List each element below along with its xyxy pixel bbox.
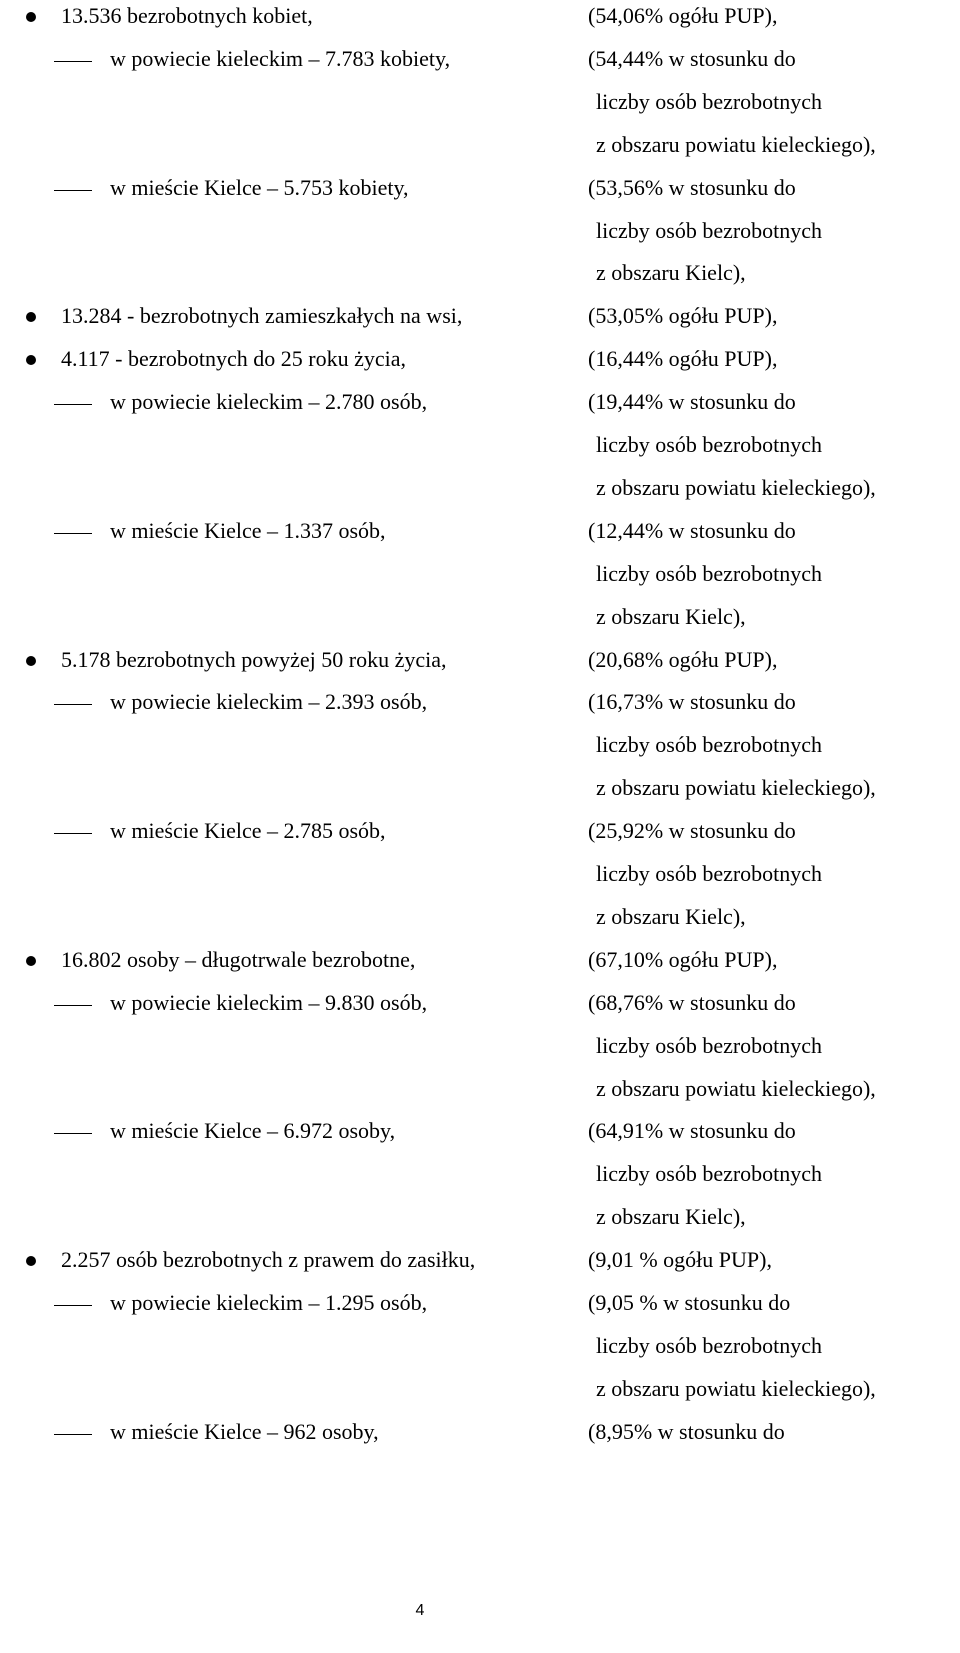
item-share: z obszaru powiatu kieleckiego), [596, 474, 876, 500]
item-share: (16,44% ogółu PUP), [588, 346, 778, 372]
item-share: (9,05 % w stosunku do [588, 1290, 791, 1315]
item-share: (54,06% ogółu PUP), [588, 3, 778, 28]
item-share: (54,44% w stosunku do [588, 45, 796, 71]
item-label: w powiecie kieleckim – 7.783 kobiety, [110, 45, 451, 71]
list-line [0, 1240, 960, 1280]
item-share: z obszaru Kielc), [596, 260, 746, 286]
list-line [0, 382, 960, 422]
item-label: 4.117 - bezrobotnych do 25 roku życia, [61, 346, 406, 372]
list-line [0, 854, 960, 894]
list-line [0, 1111, 960, 1151]
dash-icon [54, 1133, 92, 1134]
item-label: w mieście Kielce – 5.753 kobiety, [110, 174, 409, 200]
item-share: (20,68% ogółu PUP), [588, 646, 778, 672]
list-line [0, 897, 960, 937]
list-line [0, 211, 960, 251]
list-line [0, 983, 960, 1023]
list-line [0, 940, 960, 980]
list-line [0, 640, 960, 680]
item-share: (25,92% w stosunku do [588, 818, 796, 844]
bullet-icon [26, 656, 36, 666]
item-label: w powiecie kieleckim – 2.393 osób, [110, 689, 428, 715]
dash-icon [54, 404, 92, 405]
list-line [0, 1412, 960, 1452]
item-share: (19,44% w stosunku do [588, 389, 796, 415]
item-label: w mieście Kielce – 2.785 osób, [110, 818, 386, 844]
list-line [0, 725, 960, 765]
bullet-icon [26, 1256, 36, 1266]
dash-icon [54, 1305, 92, 1306]
list-line [0, 468, 960, 508]
list-line [0, 425, 960, 465]
item-share: liczby osób bezrobotnych [596, 560, 823, 586]
item-share: liczby osób bezrobotnych [596, 217, 823, 243]
list-line [0, 597, 960, 637]
item-share: liczby osób bezrobotnych [596, 1161, 823, 1187]
item-share: z obszaru powiatu kieleckiego), [596, 1375, 876, 1401]
list-line [0, 39, 960, 79]
list-line [0, 1069, 960, 1109]
list-line [0, 253, 960, 293]
item-label: 13.284 - bezrobotnych zamieszkałych na wsi, [61, 303, 463, 329]
item-label: w mieście Kielce – 1.337 osób, [110, 517, 386, 543]
item-label: w powiecie kieleckim – 9.830 osób, [110, 989, 428, 1015]
list-line [0, 768, 960, 808]
item-label: w powiecie kieleckim – 2.780 osób, [110, 389, 428, 415]
item-label: w mieście Kielce – 6.972 osoby, [110, 1118, 396, 1144]
list-line [0, 339, 960, 379]
bullet-icon [26, 355, 36, 365]
item-share: (64,91% w stosunku do [588, 1118, 796, 1144]
page-number: 4 [415, 1602, 425, 1619]
list-line [0, 82, 960, 122]
dash-icon [54, 190, 92, 191]
list-line [0, 0, 960, 36]
item-share: z obszaru Kielc), [596, 1204, 746, 1230]
bullet-icon [26, 312, 36, 322]
item-share: (67,10% ogółu PUP), [588, 946, 778, 972]
item-share: z obszaru powiatu kieleckiego), [596, 1075, 876, 1101]
list-line [0, 1154, 960, 1194]
list-line [0, 125, 960, 165]
dash-icon [54, 1434, 92, 1435]
item-share: liczby osób bezrobotnych [596, 861, 823, 886]
item-share: liczby osób bezrobotnych [596, 732, 823, 758]
item-share: (53,56% w stosunku do [588, 174, 796, 200]
list-line [0, 296, 960, 336]
list-line [0, 511, 960, 551]
item-share: z obszaru Kielc), [596, 903, 746, 929]
list-line [0, 1283, 960, 1323]
item-share: (68,76% w stosunku do [588, 989, 796, 1015]
dash-icon [54, 61, 92, 62]
item-share: (8,95% w stosunku do [588, 1418, 785, 1444]
dash-icon [54, 533, 92, 534]
item-share: (12,44% w stosunku do [588, 517, 796, 543]
item-share: liczby osób bezrobotnych [596, 1332, 823, 1358]
item-label: 2.257 osób bezrobotnych z prawem do zasiłku, [61, 1247, 476, 1273]
list-line [0, 168, 960, 208]
item-share: z obszaru Kielc), [596, 603, 746, 629]
item-share: liczby osób bezrobotnych [596, 88, 823, 114]
item-label: w powiecie kieleckim – 1.295 osób, [110, 1290, 428, 1315]
bullet-icon [26, 12, 36, 22]
list-line [0, 1326, 960, 1366]
item-label: 13.536 bezrobotnych kobiet, [61, 3, 313, 28]
bullet-icon [26, 956, 36, 966]
dash-icon [54, 833, 92, 834]
item-share: liczby osób bezrobotnych [596, 1032, 823, 1058]
list-line [0, 1026, 960, 1066]
list-line [0, 554, 960, 594]
list-line [0, 811, 960, 851]
item-label: w mieście Kielce – 962 osoby, [110, 1418, 379, 1444]
list-line [0, 1197, 960, 1237]
item-share: liczby osób bezrobotnych [596, 432, 823, 457]
item-share: (9,01 % ogółu PUP), [588, 1247, 772, 1273]
item-share: z obszaru powiatu kieleckiego), [596, 131, 876, 157]
list-line [0, 682, 960, 722]
item-label: 16.802 osoby – długotrwale bezrobotne, [61, 946, 416, 972]
dash-icon [54, 1005, 92, 1006]
list-line [0, 1369, 960, 1409]
item-share: (53,05% ogółu PUP), [588, 303, 778, 329]
item-label: 5.178 bezrobotnych powyżej 50 roku życia, [61, 646, 447, 672]
dash-icon [54, 704, 92, 705]
item-share: (16,73% w stosunku do [588, 689, 796, 715]
item-share: z obszaru powiatu kieleckiego), [596, 775, 876, 801]
